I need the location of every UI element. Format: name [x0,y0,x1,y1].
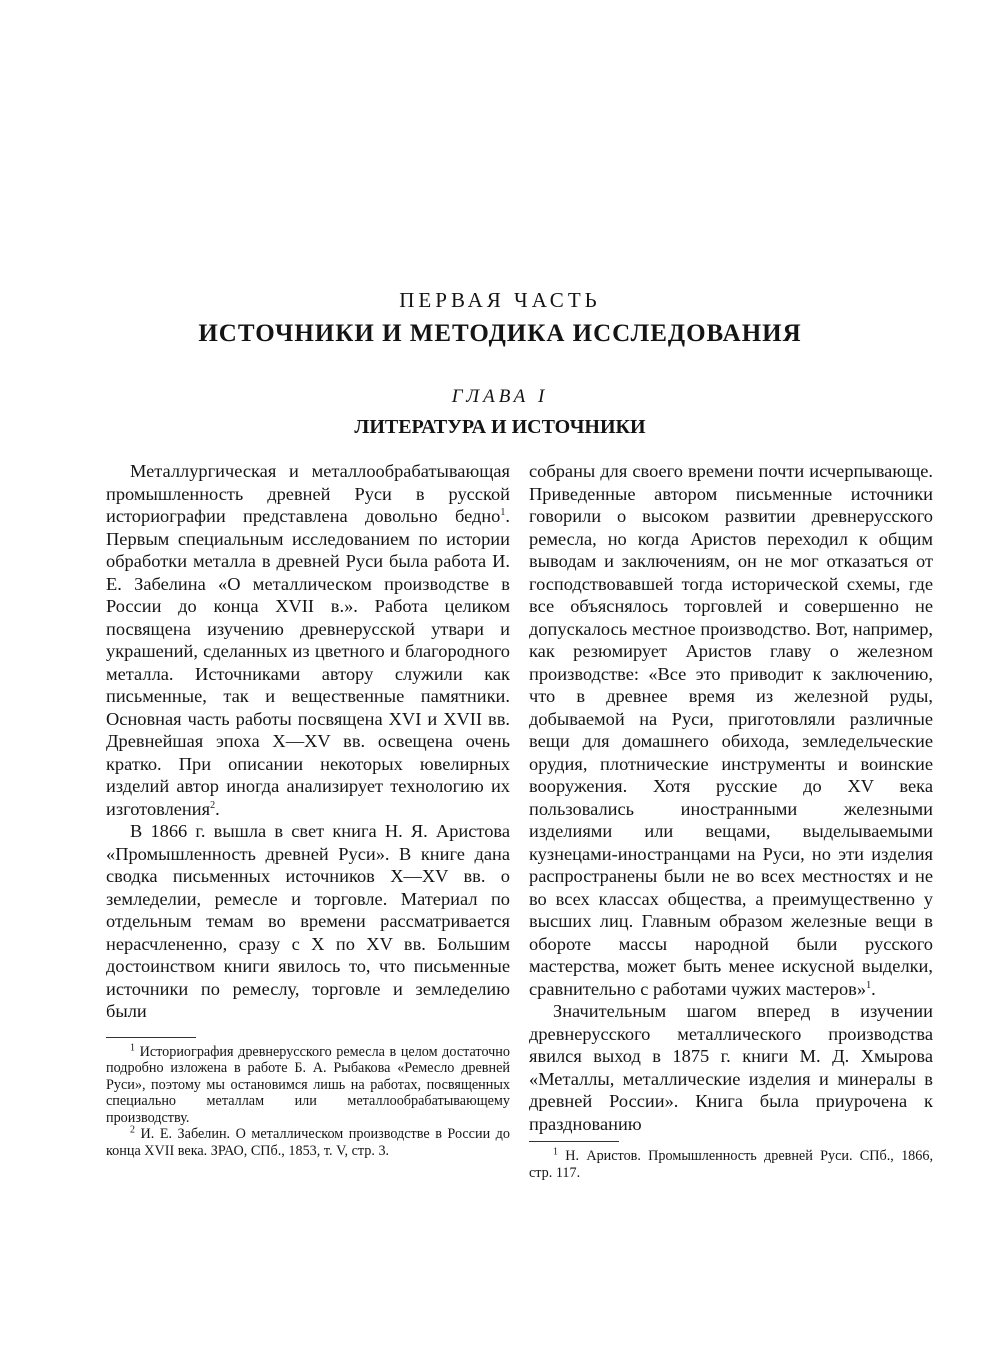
footnote-ref: 2 [210,799,216,811]
right-column [529,460,933,1181]
footnote-divider [529,1141,619,1142]
paragraph-text: Металлургическая и металлообрабатывающая промышленность древней Руси в русской историографии представлена довольно бедно [106,461,510,526]
paragraph-text: . [215,798,220,819]
footnote [106,1041,510,1127]
paragraph: В 1866 г. вышла в свет книга Н. Я. Аристова «Промышленность древней Руси». В книге дана сводка письменных источников X—XV вв. о земледелии, ремесле и торговле. Материал по отдельным темам во времени рассматривается нерасчлененно, сразу с X по XV вв. Большим достоинством книги явилось то, что письменные источники по ремеслу, торговле и земледелию были [106,821,510,1021]
paragraph-text: . [871,978,876,999]
part-label: ПЕРВАЯ ЧАСТЬ [399,288,601,312]
footnote-text: Историография древнерусского ремесла в целом достаточно подробно изложена в работе Б. А. Рыбакова «Ремесло древней Руси», поэтому мы остановимся лишь на работах, посвященных специально металлам или металлообрабатывающему производству. [106,1043,510,1126]
paragraph-text: собраны для своего времени почти исчерпывающе. Приведенные автором письменные источники говорили о высоком развитии древнерусского ремесла, но когда Аристов переходил к общим выводам и заключениям, он не мог отказаться от господствовавшей тогда исторической схемы, где все объяснялось торговлей и совершенно не допускалось местное производство. Вот, например, как резюмирует Аристов главу о железном производстве: «Все это приводит к заключению, что в древнее время из железной руды, добываемой на Руси, приготовляли различные вещи для домашнего обихода, земледельческие орудия, плотнические инструменты и воинские вооружения. Хотя русские до XV века пользовались иностранными железными изделиями или вещами, выделываемыми кузнецами-иностранцами на Руси, но эти изделия распространены были не во всех местностях и не во всех классах общества, а преимущественно у высших лиц. Главным образом железные вещи в обороте массы народной были русского мастерства, может быть менее искусной выделки, сравнительно с работами чужих мастеров» [529,461,933,999]
chapter-title: ЛИТЕРАТУРА И ИСТОЧНИКИ [354,416,646,438]
paragraph: Значительным шагом вперед в изучении древнерусского металлического производства явился выход в 1875 г. книги М. Д. Хмырова «Металлы, металлические изделия и минералы в древней России». Книга была приурочена к празднованию [529,1001,933,1134]
paragraph [529,460,933,1000]
footnote-text: И. Е. Забелин. О металлическом производстве в России до конца XVII века. ЗРАО, СПб., 1853, т. V, стр. 3. [106,1126,510,1159]
footnote-divider [106,1037,196,1038]
footnote-mark: 1 [553,1146,558,1158]
footnote-mark: 1 [130,1041,135,1053]
footnote-mark: 2 [130,1124,135,1136]
paragraph [106,460,510,820]
left-column [106,460,510,1159]
part-title: ИСТОЧНИКИ И МЕТОДИКА ИССЛЕДОВАНИЯ [198,320,802,347]
paragraph-text: . Первым специальным исследованием по истории обработки металла в древней Руси была работа И. Е. Забелина «О металлическом производстве в России до конца XVII в.». Работа целиком посвящена изучению древнерусской утвари и украшений, сделанных из цветного и благородного металла. Источниками автору служили как письменные, так и вещественные памятники. Основная часть работы посвящена XVI и XVII вв. Древнейшая эпоха X—XV вв. освещена очень кратко. При описании некоторых ювелирных изделий автор иногда анализирует технологию их изготовления [106,506,510,819]
footnote-ref: 1 [500,506,506,518]
chapter-label: ГЛАВА I [451,386,549,407]
footnote-ref: 1 [866,979,872,991]
footnote [529,1148,933,1181]
footnote-text: Н. Аристов. Промышленность древней Руси. СПб., 1866, стр. 117. [529,1148,933,1181]
footnote [106,1126,510,1159]
